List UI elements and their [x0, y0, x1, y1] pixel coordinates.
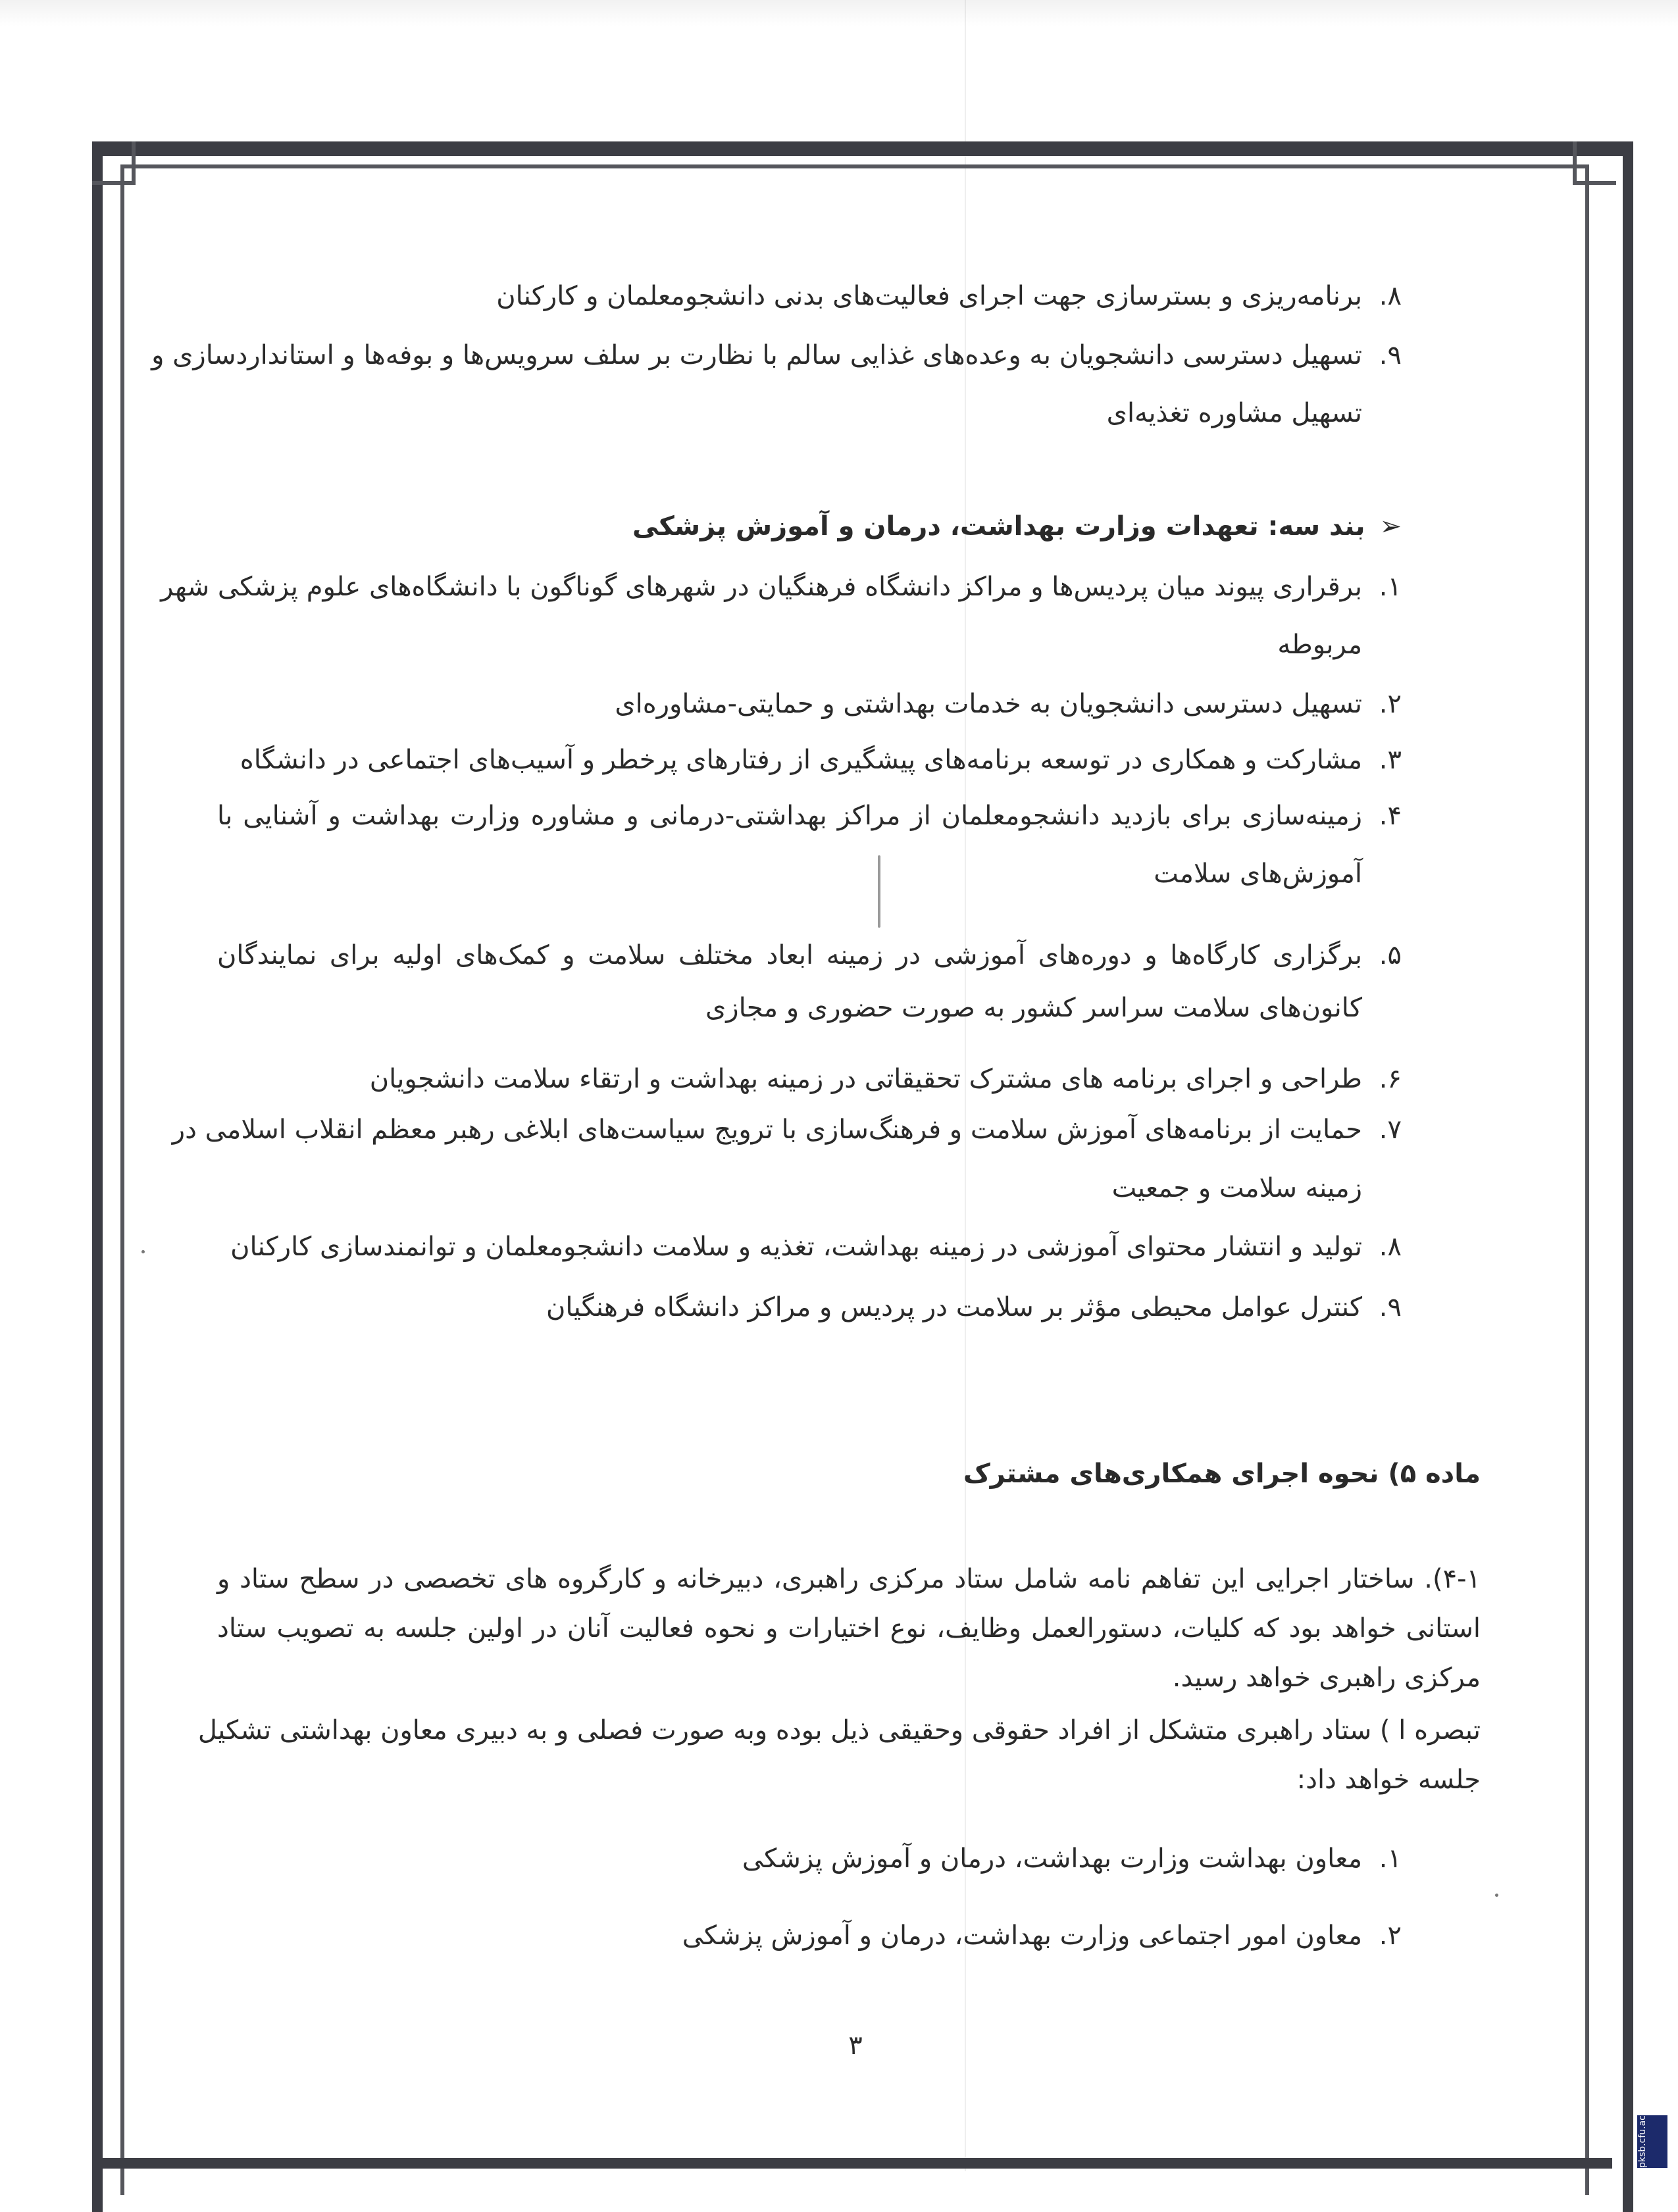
member-item: ۲.معاون امور اجتماعی وزارت بهداشت، درمان و آموزش پزشکی	[682, 1921, 1402, 1951]
scan-speck	[1495, 1894, 1498, 1897]
list-item: ۶.طراحی و اجرای برنامه های مشترک تحقیقاتی در زمینه بهداشت و ارتقاء سلامت دانشجویان	[369, 1064, 1402, 1094]
site-watermark: pksb.cfu.ac.ir	[1637, 2115, 1667, 2168]
list-item: ۴.زمینه‌سازی برای بازدید دانشجومعلمان از مراکز بهداشتی-درمانی و مشاوره وزارت بهداشت و آشنایی با	[217, 801, 1402, 831]
list-item: ۲.تسهیل دسترسی دانشجویان به خدمات بهداشتی و حمایتی-مشاوره‌ای	[615, 689, 1402, 719]
list-item: ۹.تسهیل دسترسی دانشجویان به وعده‌های غذایی سالم با نظارت بر سلف سرویس‌ها و بوفه‌ها و استانداردسازی و	[151, 340, 1402, 370]
paragraph-line: مرکزی راهبری خواهد رسید.	[1172, 1663, 1481, 1693]
list-item: ۵.برگزاری کارگاه‌ها و دوره‌های آموزشی در زمینه ابعاد مختلف سلامت و کمک‌های اولیه برای نمایندگان	[217, 940, 1402, 970]
member-item: ۱.معاون بهداشت وزارت بهداشت، درمان و آموزش پزشکی	[742, 1844, 1402, 1874]
list-item: ۳.مشارکت و همکاری در توسعه برنامه‌های پیشگیری از رفتارهای پرخطر و آسیب‌های اجتماعی در دانشگاه	[240, 745, 1402, 775]
list-item: ۸.برنامه‌ریزی و بسترسازی جهت اجرای فعالیت‌های بدنی دانشجومعلمان و کارکنان	[496, 281, 1402, 311]
section-heading: ➢بند سه: تعهدات وزارت بهداشت، درمان و آموزش پزشکی	[632, 507, 1402, 546]
list-item-continuation: کانون‌های سلامت سراسر کشور به صورت حضوری و مجازی	[705, 993, 1362, 1023]
scan-speck	[141, 1250, 145, 1253]
paragraph-line: استانی خواهد بود که کلیات، دستورالعمل وظایف، نوع اختیارات و نحوه فعالیت آنان در اولین جلسه به تصویب ستاد	[217, 1613, 1481, 1644]
note-line: تبصره ا ) ستاد راهبری متشکل از افراد حقوقی وحقیقی ذیل بوده وبه صورت فصلی و به دبیری معاون بهداشتی تشکیل	[197, 1715, 1481, 1746]
list-item: ۷.حمایت از برنامه‌های آموزش سلامت و فرهنگ‌سازی با ترویج سیاست‌های ابلاغی رهبر معظم انقلاب اسلامی در	[172, 1115, 1402, 1145]
list-item: ۹.کنترل عوامل محیطی مؤثر بر سلامت در پردیس و مراکز دانشگاه فرهنگیان	[546, 1292, 1402, 1322]
page-border-bottom	[92, 2158, 1612, 2169]
border-corner-left	[92, 141, 136, 185]
list-item-continuation: آموزش‌های سلامت	[1154, 859, 1362, 889]
scan-top-edge	[0, 0, 1678, 26]
list-item: ۱.برقراری پیوند میان پردیس‌ها و مراکز دانشگاه فرهنگیان در شهرهای گوناگون با دانشگاه‌های علوم پزشکی شهر	[161, 572, 1402, 602]
page-number: ۳	[848, 2030, 863, 2061]
arrow-bullet-icon: ➢	[1379, 511, 1402, 541]
fold-mark	[878, 855, 880, 928]
list-item-continuation: زمینه سلامت و جمعیت	[1111, 1173, 1362, 1203]
list-item: ۸.تولید و انتشار محتوای آموزشی در زمینه بهداشت، تغذیه و سلامت دانشجومعلمان و توانمندسازی کارکنان	[230, 1232, 1402, 1262]
page-border-inner	[120, 164, 1589, 2195]
article-heading: ماده ۵) نحوه اجرای همکاری‌های مشترک	[963, 1459, 1481, 1489]
list-item-continuation: تسهیل مشاوره تغذیه‌ای	[1106, 398, 1362, 428]
list-item-continuation: مربوطه	[1277, 630, 1362, 660]
paragraph-line: ۴-۱). ساختار اجرایی این تفاهم نامه شامل ستاد مرکزی راهبری، دبیرخانه و کارگروه های تخصصی در سطح ستاد و	[217, 1564, 1481, 1594]
note-line: جلسه خواهد داد:	[1296, 1765, 1481, 1795]
border-corner-right	[1573, 141, 1616, 185]
